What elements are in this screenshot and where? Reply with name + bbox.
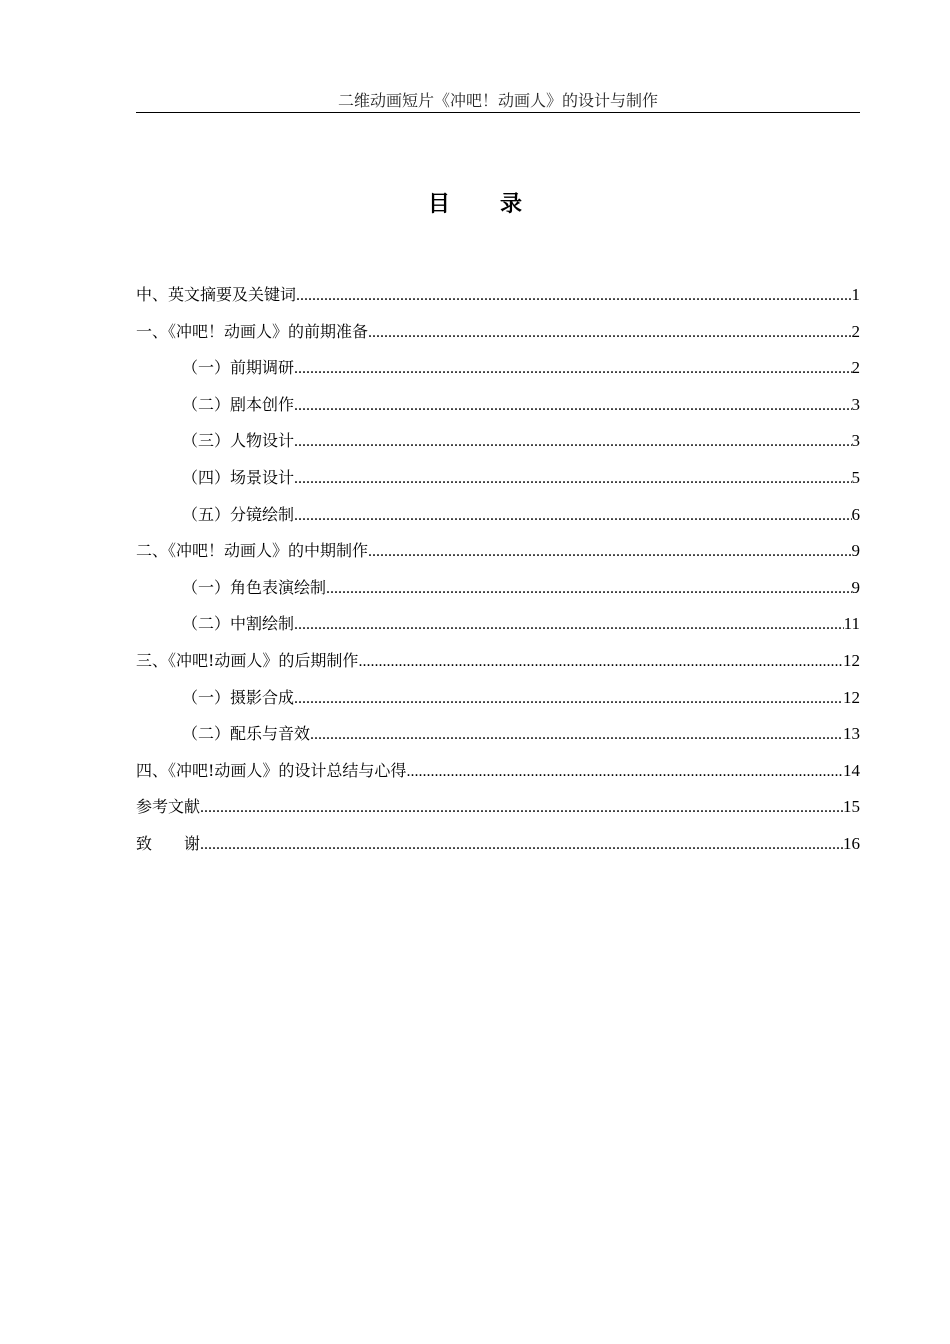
toc-entry[interactable] (136, 466, 860, 503)
header-divider (136, 112, 860, 113)
toc-title-char-1: 目 (427, 192, 450, 217)
dot-leader (326, 577, 851, 601)
toc-entry-page-number: 9 (851, 577, 860, 597)
toc-entry-label: 三、《冲吧!动画人》的后期制作 (136, 650, 359, 670)
toc-title-char-2: 录 (500, 192, 523, 217)
toc-entry-page-number: 11 (843, 614, 860, 634)
dot-leader (294, 613, 844, 637)
toc-entry-label: （三）人物设计 (182, 431, 295, 451)
toc-entry-label: 中、英文摘要及关键词 (136, 285, 297, 304)
dot-leader (296, 284, 851, 308)
toc-entry[interactable] (136, 320, 860, 357)
dot-leader (310, 723, 843, 747)
toc-entry[interactable] (136, 393, 860, 430)
toc-entry-label: （二）剧本创作 (182, 394, 295, 414)
toc-entry-page-number: 5 (851, 467, 860, 487)
toc-entry-page-number: 2 (851, 358, 860, 378)
toc-entry-page-number: 2 (851, 321, 860, 341)
dot-leader (294, 394, 851, 418)
toc-entry-page-number: 12 (843, 687, 860, 707)
toc-entry-label: 四、《冲吧!动画人》的设计总结与心得 (136, 760, 407, 780)
dot-leader (294, 467, 851, 491)
toc-entry[interactable] (136, 649, 860, 686)
dot-leader (294, 430, 851, 454)
dot-leader (294, 504, 851, 528)
toc-entry[interactable] (136, 356, 860, 393)
toc-entry[interactable] (136, 283, 860, 320)
toc-entry-page-number: 16 (843, 833, 860, 853)
table-of-contents (136, 283, 860, 869)
toc-entry[interactable] (136, 795, 860, 832)
toc-entry-page-number: 1 (851, 285, 860, 304)
toc-entry[interactable] (136, 576, 860, 613)
toc-entry-label: （二）配乐与音效 (182, 724, 311, 744)
toc-entry-label: 致 谢 (136, 833, 201, 853)
toc-entry[interactable] (136, 612, 860, 649)
dot-leader (406, 760, 843, 784)
toc-entry[interactable] (136, 429, 860, 466)
dot-leader (200, 833, 843, 857)
toc-entry-page-number: 13 (843, 724, 860, 744)
toc-entry-page-number: 9 (851, 541, 860, 561)
toc-entry-label: 一、《冲吧！动画人》的前期准备 (136, 321, 369, 341)
toc-entry-label: （一）摄影合成 (182, 687, 295, 707)
toc-entry-label: 二、《冲吧！动画人》的中期制作 (136, 541, 369, 561)
toc-entry-label: （一）角色表演绘制 (182, 577, 327, 597)
toc-entry[interactable] (136, 832, 860, 869)
dot-leader (368, 321, 851, 345)
toc-entry-page-number: 3 (851, 431, 860, 451)
dot-leader (368, 540, 851, 564)
toc-entry-page-number: 15 (843, 797, 860, 817)
toc-entry-label: 参考文献 (136, 797, 201, 817)
dot-leader (294, 357, 851, 381)
running-header: 二维动画短片《冲吧！动画人》的设计与制作 (337, 91, 658, 110)
dot-leader (294, 687, 843, 711)
toc-entry-page-number: 6 (851, 504, 860, 524)
toc-entry[interactable] (136, 686, 860, 723)
toc-entry-label: （四）场景设计 (182, 467, 295, 487)
toc-entry[interactable] (136, 759, 860, 796)
toc-entry[interactable] (136, 539, 860, 576)
toc-entry-page-number: 12 (843, 650, 860, 670)
toc-entry-page-number: 3 (851, 394, 860, 414)
toc-title (0, 190, 950, 220)
dot-leader (358, 650, 843, 674)
toc-entry[interactable] (136, 722, 860, 759)
toc-entry[interactable] (136, 503, 860, 540)
dot-leader (200, 796, 843, 820)
toc-entry-label: （五）分镜绘制 (182, 504, 295, 524)
toc-entry-label: （二）中割绘制 (182, 614, 295, 634)
toc-entry-page-number: 14 (843, 760, 860, 780)
toc-entry-label: （一）前期调研 (182, 358, 295, 378)
